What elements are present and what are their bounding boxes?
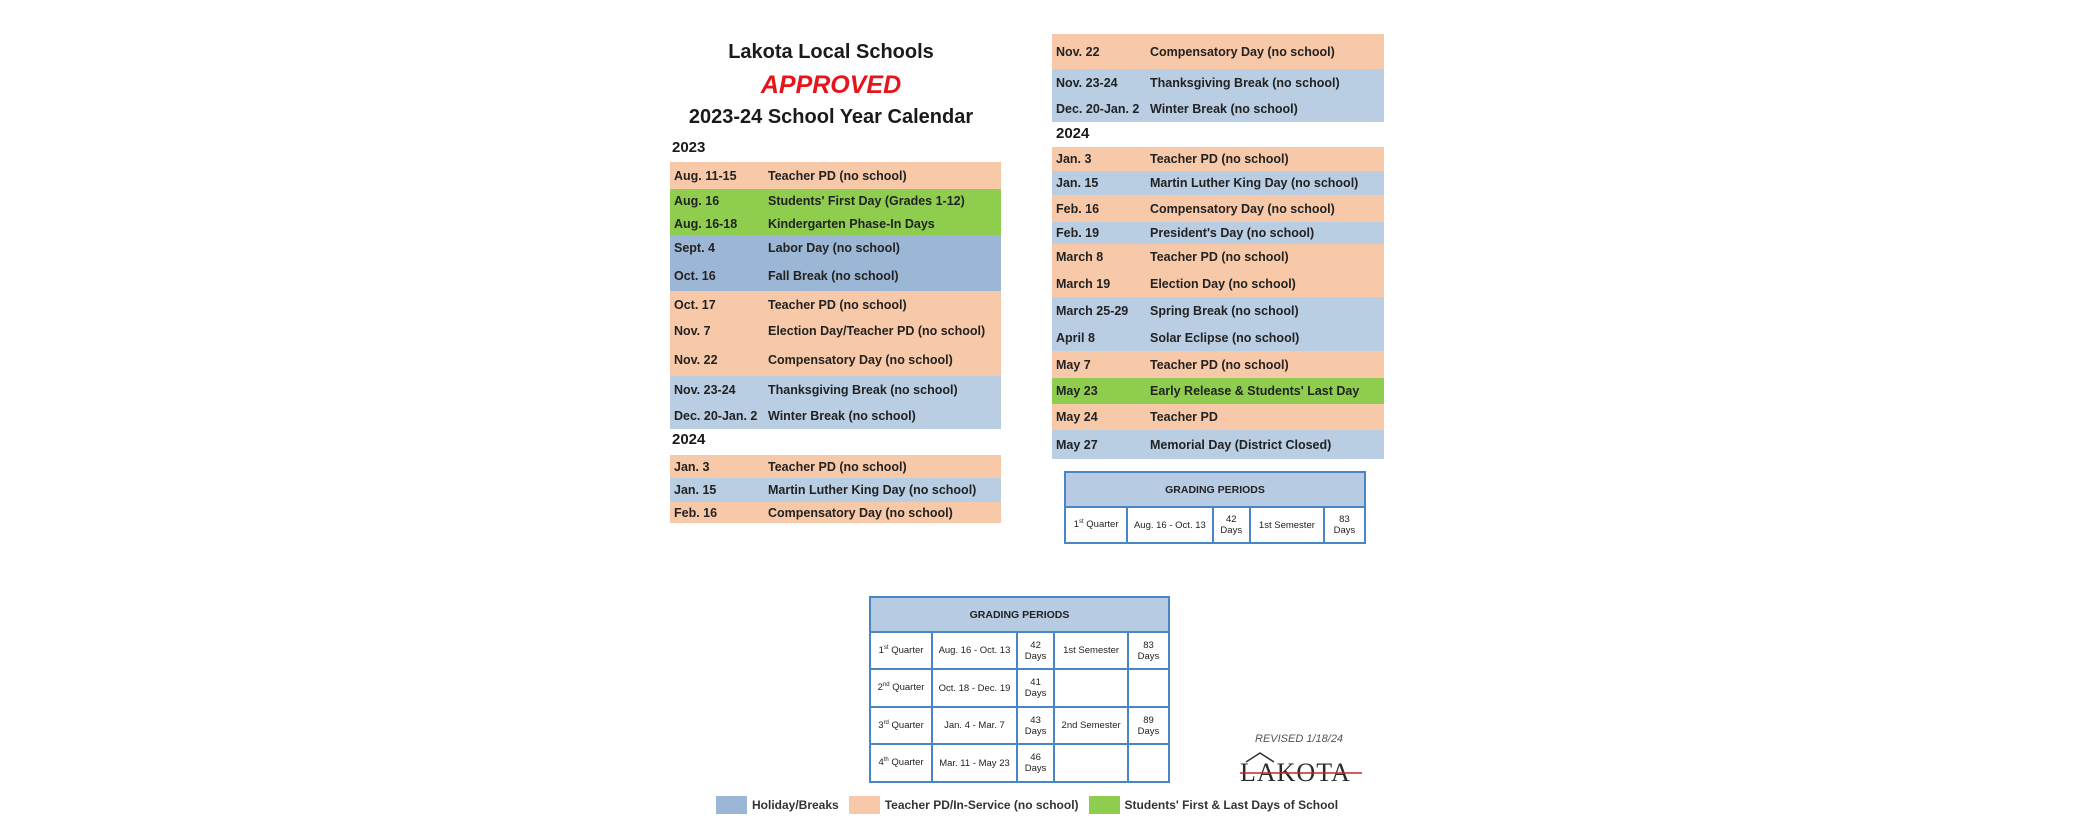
event-row [1052,222,1384,244]
event-date: Aug. 16-18 [674,216,738,231]
event-row [670,189,1001,212]
year-label-2024: 2024 [672,431,706,448]
range-cell: Jan. 4 - Mar. 7 [932,707,1017,744]
table-row [870,744,1169,782]
days-cell: 43 Days [1017,707,1054,744]
event-date: April 8 [1056,330,1095,345]
event-name: Compensatory Day (no school) [768,353,953,367]
table-row [870,669,1169,707]
semester-cell: 2nd Semester [1054,707,1128,744]
event-name: Thanksgiving Break (no school) [768,382,958,397]
quarter-cell: 1st Quarter [870,632,932,669]
event-row [1052,430,1384,459]
event-row [670,478,1001,502]
range-cell: Aug. 16 - Oct. 13 [1127,507,1212,543]
event-row [670,376,1001,403]
semester-days-cell [1128,744,1169,782]
event-row [670,261,1001,291]
event-name: Winter Break (no school) [1150,102,1298,116]
event-date: Jan. 15 [1056,176,1099,190]
event-row [670,235,1001,261]
range-cell: Mar. 11 - May 23 [932,744,1017,782]
event-row [1052,351,1384,378]
quarter-cell: 3rd Quarter [870,707,932,744]
event-row [670,344,1001,376]
event-name: Labor Day (no school) [768,241,900,255]
event-row [670,455,1001,478]
event-name: President's Day (no school) [1150,226,1315,240]
event-row [670,318,1001,344]
event-name: Winter Break (no school) [768,409,916,423]
event-name: Kindergarten Phase-In Days [768,216,935,231]
event-name: Fall Break (no school) [768,269,899,283]
semester-cell: 1st Semester [1250,507,1324,543]
event-date: Dec. 20-Jan. 2 [674,409,758,423]
quarter-cell: 2nd Quarter [870,669,932,707]
event-date: May 7 [1056,357,1091,372]
range-cell: Aug. 16 - Oct. 13 [932,632,1017,669]
event-date: Feb. 19 [1056,226,1100,240]
event-row [670,291,1001,318]
event-row [1052,324,1384,351]
semester-days-cell [1128,669,1169,707]
lakota-logo [1238,748,1364,790]
event-row [1052,96,1384,122]
event-date: March 19 [1056,276,1111,291]
event-name: Early Release & Students' Last Day [1150,384,1360,398]
event-date: Aug. 11-15 [674,168,737,183]
event-row [1052,297,1384,324]
event-row [670,403,1001,429]
semester-cell [1054,744,1128,782]
event-date: Sept. 4 [674,241,715,255]
semester-cell [1054,669,1128,707]
revised-date: REVISED 1/18/24 [1255,733,1344,745]
year-label-2023: 2023 [672,139,706,156]
legend [716,796,1348,814]
event-row [1052,244,1384,270]
days-cell: 42 Days [1017,632,1054,669]
event-row [1052,147,1384,171]
calendar-header [664,36,998,132]
table-row [1065,507,1365,543]
event-name: Election Day/Teacher PD (no school) [768,324,986,338]
event-name: Teacher PD [1150,410,1218,424]
event-name: Martin Luther King Day (no school) [768,483,977,497]
event-date: Oct. 16 [674,269,716,283]
school-name: Lakota Local Schools [728,41,934,63]
range-cell: Oct. 18 - Dec. 19 [932,669,1017,707]
event-date: Nov. 22 [674,353,718,367]
event-date: Dec. 20-Jan. 2 [1056,102,1140,116]
event-date: March 8 [1056,250,1104,264]
event-date: Nov. 23-24 [1056,75,1118,90]
legend-swatch-pd [849,796,880,814]
event-name: Teacher PD (no school) [1150,357,1289,372]
event-name: Solar Eclipse (no school) [1150,330,1300,345]
grading-periods-table [869,596,1170,783]
event-name: Martin Luther King Day (no school) [1150,176,1359,190]
grading-periods-title: GRADING PERIODS [870,597,1169,632]
event-date: Nov. 23-24 [674,382,736,397]
event-date: May 23 [1056,384,1098,398]
event-name: Teacher PD (no school) [768,168,907,183]
year-label-2024: 2024 [1056,125,1090,142]
event-name: Spring Break (no school) [1150,303,1299,318]
event-date: Nov. 7 [674,324,711,338]
table-row [870,707,1169,744]
event-date: Jan. 15 [674,483,717,497]
event-date: May 24 [1056,410,1098,424]
event-name: Teacher PD (no school) [1150,152,1289,166]
approved-stamp: APPROVED [760,71,902,99]
quarter-cell: 1st Quarter [1065,507,1127,543]
logo-wordmark: LAKOTA [1240,758,1351,787]
event-date: Jan. 3 [674,459,710,474]
event-row [670,212,1001,235]
grading-periods-title: GRADING PERIODS [1065,472,1365,507]
event-name: Compensatory Day (no school) [1150,201,1335,216]
event-name: Compensatory Day (no school) [768,505,953,520]
days-cell: 42 Days [1213,507,1250,543]
event-row [1052,34,1384,69]
event-name: Students' First Day (Grades 1-12) [768,193,965,208]
event-date: Feb. 16 [1056,201,1100,216]
legend-label-holiday: Holiday/Breaks [752,798,839,812]
semester-cell: 1st Semester [1054,632,1128,669]
event-name: Teacher PD (no school) [768,459,907,474]
event-row [670,502,1001,523]
calendar-title: 2023-24 School Year Calendar [688,106,974,128]
event-name: Thanksgiving Break (no school) [1150,75,1340,90]
event-name: Memorial Day (District Closed) [1150,437,1332,452]
event-row [1052,195,1384,222]
event-name: Teacher PD (no school) [768,297,907,312]
legend-swatch-first-last [1089,796,1120,814]
legend-label-first-last: Students' First & Last Days of School [1124,798,1339,812]
event-row [1052,270,1384,297]
event-date: Aug. 16 [674,193,720,208]
quarter-cell: 4th Quarter [870,744,932,782]
event-date: March 25-29 [1056,303,1129,318]
event-date: Feb. 16 [674,505,718,520]
legend-swatch-holiday [716,796,747,814]
event-name: Teacher PD (no school) [1150,250,1289,264]
days-cell: 41 Days [1017,669,1054,707]
semester-days-cell: 83 Days [1128,632,1169,669]
event-name: Compensatory Day (no school) [1150,44,1335,59]
event-date: May 27 [1056,437,1098,452]
event-date: Jan. 3 [1056,152,1092,166]
event-row [670,162,1001,189]
event-row [1052,378,1384,404]
days-cell: 46 Days [1017,744,1054,782]
legend-label-pd: Teacher PD/In-Service (no school) [884,798,1079,812]
event-row [1052,69,1384,96]
table-row [870,632,1169,669]
semester-days-cell: 83 Days [1324,507,1365,543]
event-row [1052,404,1384,430]
semester-days-cell: 89 Days [1128,707,1169,744]
event-date: Oct. 17 [674,297,716,312]
event-date: Nov. 22 [1056,44,1100,59]
event-row [1052,171,1384,195]
grading-periods-table-small [1064,471,1366,544]
event-name: Election Day (no school) [1150,276,1296,291]
